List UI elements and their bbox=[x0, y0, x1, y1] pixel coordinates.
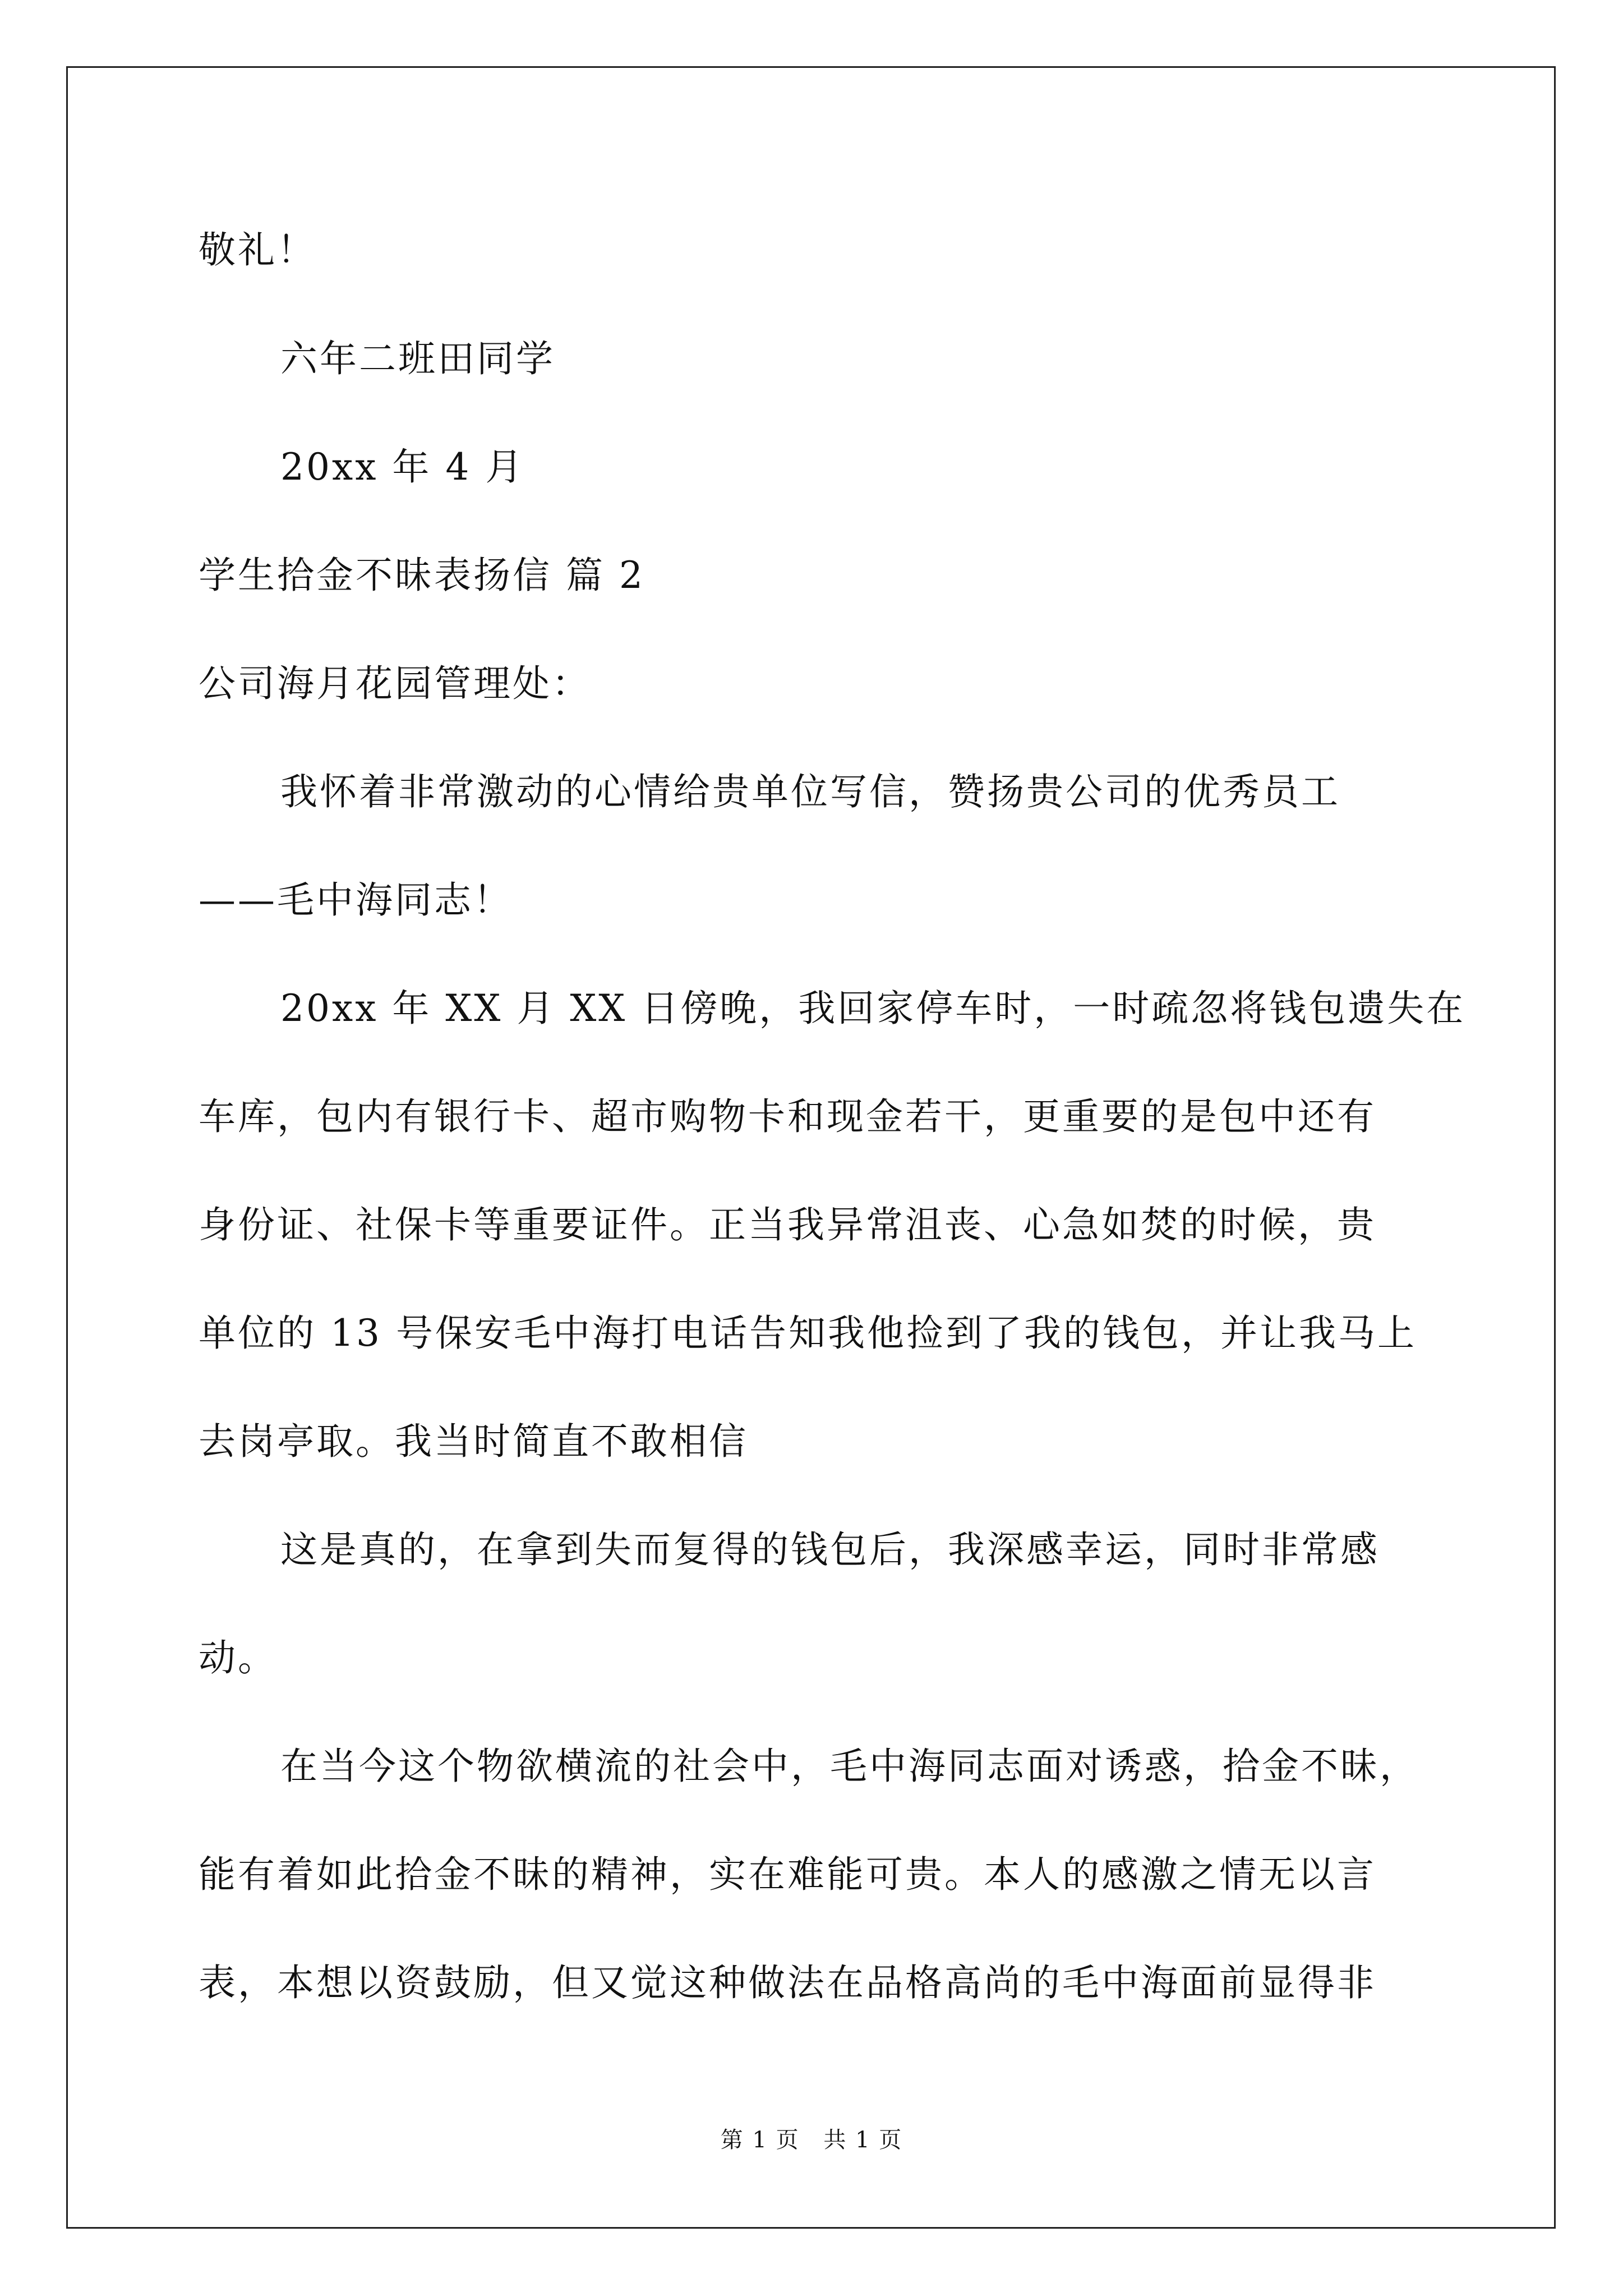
page-footer bbox=[0, 2126, 1623, 2154]
signature-name: 六年二班田同学 bbox=[280, 337, 555, 380]
paragraph-line: 在当今这个物欲横流的社会中，毛中海同志面对诱惑，拾金不昧， bbox=[280, 1745, 1419, 1788]
paragraph-line: 表，本想以资鼓励，但又觉这种做法在品格高尚的毛中海面前显得非 bbox=[199, 1961, 1376, 2004]
paragraph-line: 车库，包内有银行卡、超市购物卡和现金若干，更重要的是包中还有 bbox=[199, 1095, 1376, 1138]
paragraph-line: ——毛中海同志！ bbox=[199, 878, 513, 922]
paragraph-line: 去岗亭取。我当时简直不敢相信 bbox=[199, 1420, 748, 1463]
letter-recipient: 公司海月花园管理处： bbox=[199, 662, 591, 705]
closing-salute: 敬礼！ bbox=[199, 228, 316, 272]
page-border bbox=[66, 66, 1556, 2229]
paragraph-line: 20xx 年 XX 月 XX 日傍晚，我回家停车时，一时疏忽将钱包遗失在 bbox=[280, 987, 1466, 1030]
signature-date: 20xx 年 4 月 bbox=[280, 445, 525, 489]
paragraph-line: 身份证、社保卡等重要证件。正当我异常沮丧、心急如焚的时候，贵 bbox=[199, 1203, 1376, 1246]
paragraph-line: 动。 bbox=[199, 1636, 277, 1680]
page-number-total: 共 1 页 bbox=[823, 2127, 903, 2153]
paragraph-line: 我怀着非常激动的心情给贵单位写信，赞扬贵公司的优秀员工 bbox=[280, 770, 1340, 813]
paragraph-line: 能有着如此拾金不昧的精神，实在难能可贵。本人的感激之情无以言 bbox=[199, 1853, 1376, 1896]
paragraph-line: 单位的 13 号保安毛中海打电话告知我他捡到了我的钱包，并让我马上 bbox=[199, 1312, 1417, 1355]
paragraph-line: 这是真的，在拿到失而复得的钱包后，我深感幸运，同时非常感 bbox=[280, 1528, 1380, 1571]
page-number-current: 第 1 页 bbox=[720, 2127, 800, 2153]
section-heading: 学生拾金不昧表扬信 篇 2 bbox=[199, 554, 645, 597]
